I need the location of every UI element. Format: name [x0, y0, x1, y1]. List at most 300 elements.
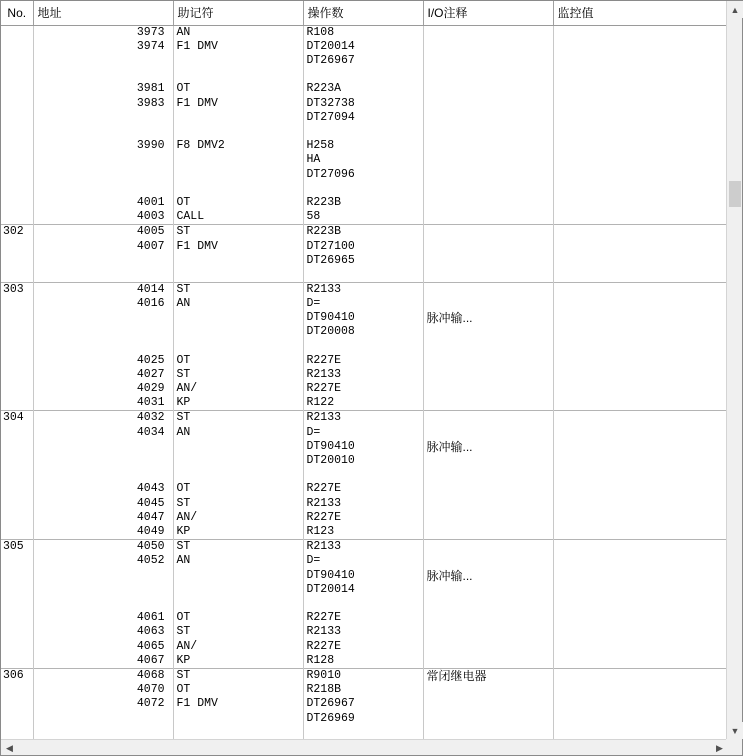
row-cell-io-comment — [423, 583, 553, 597]
column-header-no[interactable]: No. — [1, 1, 33, 25]
row-cell-monitor-value — [553, 68, 728, 82]
row-cell-address: 4061 — [33, 611, 173, 625]
row-cell-operand: R223B — [303, 225, 423, 240]
row-cell-address: 4031 — [33, 396, 173, 411]
row-cell-mnemonic: F1 DMV — [173, 240, 303, 254]
row-cell-mnemonic: AN — [173, 554, 303, 568]
table-row[interactable] — [1, 411, 728, 426]
row-cell-io-comment — [423, 454, 553, 468]
row-cell-no — [1, 468, 33, 482]
row-cell-monitor-value — [553, 482, 728, 496]
row-cell-no — [1, 382, 33, 396]
row-cell-mnemonic — [173, 726, 303, 740]
row-cell-no — [1, 368, 33, 382]
row-cell-monitor-value — [553, 525, 728, 540]
table-row[interactable] — [1, 54, 728, 68]
row-cell-mnemonic: OT — [173, 82, 303, 96]
row-cell-mnemonic: KP — [173, 525, 303, 540]
row-cell-mnemonic: F1 DMV — [173, 40, 303, 54]
row-cell-address: 3974 — [33, 40, 173, 54]
row-cell-address: 4034 — [33, 426, 173, 440]
row-cell-mnemonic — [173, 268, 303, 282]
vertical-scrollbar[interactable] — [726, 1, 742, 739]
vertical-scrollbar-thumb[interactable] — [729, 181, 741, 207]
row-cell-io-comment — [423, 712, 553, 726]
row-cell-io-comment — [423, 640, 553, 654]
row-cell-address — [33, 168, 173, 182]
row-cell-operand: DT20014 — [303, 583, 423, 597]
row-cell-monitor-value — [553, 339, 728, 353]
row-cell-mnemonic: ST — [173, 411, 303, 426]
horizontal-scrollbar-thumb[interactable] — [19, 742, 709, 754]
table-row[interactable] — [1, 525, 728, 540]
header-row — [1, 1, 728, 25]
row-cell-io-comment — [423, 697, 553, 711]
row-cell-address: 4032 — [33, 411, 173, 426]
table-row[interactable] — [1, 368, 728, 382]
row-cell-monitor-value — [553, 225, 728, 240]
row-cell-monitor-value — [553, 268, 728, 282]
table-row[interactable] — [1, 625, 728, 639]
row-cell-operand: R108 — [303, 25, 423, 40]
row-cell-mnemonic: ST — [173, 669, 303, 684]
table-row[interactable] — [1, 396, 728, 411]
row-cell-address — [33, 54, 173, 68]
row-cell-mnemonic — [173, 68, 303, 82]
row-cell-io-comment — [423, 210, 553, 225]
table-row[interactable] — [1, 511, 728, 525]
row-cell-address: 4072 — [33, 697, 173, 711]
row-cell-monitor-value — [553, 153, 728, 167]
row-cell-no — [1, 111, 33, 125]
column-header-io-comment[interactable]: I/O注释 — [423, 1, 553, 25]
row-cell-no — [1, 311, 33, 325]
row-cell-operand — [303, 597, 423, 611]
row-cell-monitor-value — [553, 426, 728, 440]
row-cell-no: 302 — [1, 225, 33, 240]
row-cell-no — [1, 396, 33, 411]
row-cell-monitor-value — [553, 254, 728, 268]
column-header-operand[interactable]: 操作数 — [303, 1, 423, 25]
row-cell-no: 306 — [1, 669, 33, 684]
table-row[interactable] — [1, 225, 728, 240]
row-cell-address — [33, 712, 173, 726]
row-cell-mnemonic — [173, 440, 303, 454]
row-cell-mnemonic: ST — [173, 282, 303, 297]
row-cell-mnemonic — [173, 54, 303, 68]
row-cell-mnemonic: OT — [173, 683, 303, 697]
row-cell-io-comment — [423, 625, 553, 639]
row-cell-io-comment: 脉冲输... — [423, 569, 553, 583]
row-cell-mnemonic — [173, 339, 303, 353]
table-row[interactable] — [1, 726, 728, 740]
row-cell-monitor-value — [553, 282, 728, 297]
row-cell-no — [1, 54, 33, 68]
table-row[interactable] — [1, 540, 728, 555]
row-cell-no — [1, 82, 33, 96]
row-cell-address: 4047 — [33, 511, 173, 525]
row-cell-io-comment — [423, 354, 553, 368]
table-row[interactable] — [1, 468, 728, 482]
row-cell-io-comment — [423, 196, 553, 210]
table-row[interactable] — [1, 240, 728, 254]
table-row[interactable] — [1, 497, 728, 511]
table-row[interactable] — [1, 440, 728, 454]
row-cell-monitor-value — [553, 726, 728, 740]
row-cell-monitor-value — [553, 40, 728, 54]
row-cell-no — [1, 482, 33, 496]
row-cell-address — [33, 268, 173, 282]
row-cell-io-comment — [423, 426, 553, 440]
row-cell-no — [1, 240, 33, 254]
table-row[interactable] — [1, 454, 728, 468]
row-cell-operand: R227E — [303, 354, 423, 368]
row-cell-operand: R227E — [303, 482, 423, 496]
row-cell-monitor-value — [553, 411, 728, 426]
row-cell-no — [1, 68, 33, 82]
row-cell-mnemonic — [173, 168, 303, 182]
row-cell-monitor-value — [553, 25, 728, 40]
row-cell-mnemonic — [173, 583, 303, 597]
row-cell-operand: DT20008 — [303, 325, 423, 339]
row-cell-io-comment — [423, 525, 553, 540]
row-cell-io-comment — [423, 182, 553, 196]
row-cell-address — [33, 454, 173, 468]
row-cell-mnemonic: ST — [173, 625, 303, 639]
scroll-right-arrow-icon[interactable]: ▶ — [716, 742, 723, 753]
row-cell-monitor-value — [553, 669, 728, 684]
row-cell-no: 305 — [1, 540, 33, 555]
table-row[interactable] — [1, 254, 728, 268]
row-cell-no — [1, 611, 33, 625]
row-cell-mnemonic: ST — [173, 225, 303, 240]
row-cell-monitor-value — [553, 712, 728, 726]
row-cell-mnemonic: OT — [173, 611, 303, 625]
row-cell-mnemonic: AN/ — [173, 511, 303, 525]
row-cell-operand: R128 — [303, 654, 423, 669]
table-row[interactable] — [1, 210, 728, 225]
row-cell-io-comment — [423, 25, 553, 40]
row-cell-io-comment — [423, 240, 553, 254]
row-cell-operand: DT26967 — [303, 54, 423, 68]
row-cell-io-comment — [423, 97, 553, 111]
row-cell-address: 4027 — [33, 368, 173, 382]
row-cell-address — [33, 153, 173, 167]
row-cell-io-comment — [423, 497, 553, 511]
table-row[interactable] — [1, 297, 728, 311]
row-cell-io-comment: 脉冲输... — [423, 311, 553, 325]
column-header-monitor-value[interactable]: 监控值 — [553, 1, 728, 25]
row-cell-no — [1, 511, 33, 525]
table-row[interactable] — [1, 654, 728, 669]
table-row[interactable] — [1, 282, 728, 297]
row-cell-address — [33, 125, 173, 139]
row-cell-monitor-value — [553, 468, 728, 482]
row-cell-monitor-value — [553, 368, 728, 382]
row-cell-no — [1, 125, 33, 139]
horizontal-scrollbar[interactable] — [1, 739, 728, 755]
table-row[interactable] — [1, 554, 728, 568]
row-cell-io-comment — [423, 325, 553, 339]
row-cell-io-comment — [423, 68, 553, 82]
row-cell-no — [1, 153, 33, 167]
row-cell-address: 4001 — [33, 196, 173, 210]
row-cell-no — [1, 454, 33, 468]
row-cell-address — [33, 468, 173, 482]
row-cell-address: 4016 — [33, 297, 173, 311]
column-header-address[interactable]: 地址 — [33, 1, 173, 25]
row-cell-no — [1, 196, 33, 210]
row-cell-address — [33, 254, 173, 268]
row-cell-operand: D= — [303, 554, 423, 568]
row-cell-monitor-value — [553, 454, 728, 468]
row-cell-no — [1, 354, 33, 368]
scroll-up-arrow-icon[interactable]: ▲ — [727, 1, 743, 18]
row-cell-operand — [303, 182, 423, 196]
row-cell-operand: DT27094 — [303, 111, 423, 125]
table-row[interactable] — [1, 339, 728, 353]
row-cell-address: 4005 — [33, 225, 173, 240]
row-cell-address — [33, 583, 173, 597]
row-cell-address: 4049 — [33, 525, 173, 540]
row-cell-no — [1, 40, 33, 54]
table-row[interactable] — [1, 139, 728, 153]
row-cell-address — [33, 311, 173, 325]
row-cell-io-comment — [423, 368, 553, 382]
row-cell-operand: R227E — [303, 382, 423, 396]
row-cell-address: 4007 — [33, 240, 173, 254]
row-cell-address: 4065 — [33, 640, 173, 654]
row-cell-monitor-value — [553, 640, 728, 654]
row-cell-address — [33, 182, 173, 196]
row-cell-address: 4014 — [33, 282, 173, 297]
table-row[interactable] — [1, 182, 728, 196]
row-cell-operand: DT90410 — [303, 311, 423, 325]
row-cell-io-comment — [423, 282, 553, 297]
row-cell-operand: DT90410 — [303, 440, 423, 454]
row-cell-address: 4025 — [33, 354, 173, 368]
row-cell-address: 3981 — [33, 82, 173, 96]
row-cell-mnemonic — [173, 597, 303, 611]
row-cell-operand: R122 — [303, 396, 423, 411]
table-row[interactable] — [1, 196, 728, 210]
row-cell-io-comment — [423, 111, 553, 125]
row-cell-operand: DT26969 — [303, 712, 423, 726]
row-cell-no — [1, 182, 33, 196]
row-cell-mnemonic: ST — [173, 368, 303, 382]
row-cell-address: 4067 — [33, 654, 173, 669]
row-cell-no — [1, 297, 33, 311]
row-cell-io-comment — [423, 597, 553, 611]
row-cell-operand: DT20014 — [303, 40, 423, 54]
row-cell-monitor-value — [553, 196, 728, 210]
table-row[interactable] — [1, 153, 728, 167]
row-cell-operand: R2133 — [303, 411, 423, 426]
row-cell-mnemonic: AN — [173, 25, 303, 40]
table-row[interactable] — [1, 669, 728, 684]
row-cell-io-comment — [423, 268, 553, 282]
scroll-down-arrow-icon[interactable]: ▼ — [727, 722, 743, 739]
row-cell-address: 4050 — [33, 540, 173, 555]
row-cell-operand — [303, 268, 423, 282]
row-cell-operand: R2133 — [303, 540, 423, 555]
row-cell-mnemonic: KP — [173, 396, 303, 411]
row-cell-mnemonic: ST — [173, 497, 303, 511]
row-cell-operand: R2133 — [303, 368, 423, 382]
row-cell-no — [1, 625, 33, 639]
row-cell-io-comment — [423, 153, 553, 167]
row-cell-no — [1, 712, 33, 726]
row-cell-no: 303 — [1, 282, 33, 297]
row-cell-no — [1, 268, 33, 282]
scrollbar-corner — [726, 739, 742, 755]
row-cell-operand — [303, 468, 423, 482]
row-cell-operand — [303, 726, 423, 740]
row-cell-monitor-value — [553, 697, 728, 711]
row-cell-address — [33, 569, 173, 583]
row-cell-io-comment: 常闭继电器 — [423, 669, 553, 684]
row-cell-operand: DT90410 — [303, 569, 423, 583]
row-cell-io-comment — [423, 54, 553, 68]
row-cell-operand: D= — [303, 297, 423, 311]
row-cell-no — [1, 554, 33, 568]
table-row[interactable] — [1, 125, 728, 139]
row-cell-mnemonic: AN/ — [173, 382, 303, 396]
table-row[interactable] — [1, 712, 728, 726]
table-row[interactable] — [1, 583, 728, 597]
row-cell-no — [1, 254, 33, 268]
row-cell-io-comment — [423, 683, 553, 697]
row-cell-monitor-value — [553, 297, 728, 311]
row-cell-operand: R223A — [303, 82, 423, 96]
row-cell-address: 3983 — [33, 97, 173, 111]
table-row[interactable] — [1, 82, 728, 96]
table-row[interactable] — [1, 697, 728, 711]
row-cell-monitor-value — [553, 396, 728, 411]
row-cell-mnemonic — [173, 468, 303, 482]
row-cell-address — [33, 325, 173, 339]
row-cell-monitor-value — [553, 654, 728, 669]
row-cell-mnemonic: CALL — [173, 210, 303, 225]
table-row[interactable] — [1, 97, 728, 111]
row-cell-io-comment — [423, 654, 553, 669]
row-cell-operand: H258 — [303, 139, 423, 153]
row-cell-operand: DT32738 — [303, 97, 423, 111]
row-cell-no — [1, 640, 33, 654]
row-cell-mnemonic — [173, 182, 303, 196]
table-row[interactable] — [1, 569, 728, 583]
row-cell-monitor-value — [553, 540, 728, 555]
row-cell-monitor-value — [553, 569, 728, 583]
row-cell-operand: R2133 — [303, 497, 423, 511]
row-cell-mnemonic: F1 DMV — [173, 97, 303, 111]
row-cell-monitor-value — [553, 583, 728, 597]
row-cell-mnemonic: OT — [173, 354, 303, 368]
table-row[interactable] — [1, 168, 728, 182]
row-cell-monitor-value — [553, 611, 728, 625]
row-cell-operand: R227E — [303, 611, 423, 625]
instruction-grid-viewport[interactable] — [1, 1, 728, 739]
row-cell-io-comment — [423, 611, 553, 625]
table-row[interactable] — [1, 111, 728, 125]
row-cell-mnemonic — [173, 325, 303, 339]
row-cell-operand: R2133 — [303, 282, 423, 297]
row-cell-operand: R223B — [303, 196, 423, 210]
row-cell-mnemonic — [173, 153, 303, 167]
row-cell-mnemonic — [173, 712, 303, 726]
row-cell-operand: DT27096 — [303, 168, 423, 182]
row-cell-no — [1, 697, 33, 711]
row-cell-monitor-value — [553, 497, 728, 511]
row-cell-monitor-value — [553, 325, 728, 339]
row-cell-monitor-value — [553, 311, 728, 325]
row-cell-address: 4029 — [33, 382, 173, 396]
row-cell-no — [1, 25, 33, 40]
row-cell-no — [1, 325, 33, 339]
row-cell-mnemonic — [173, 125, 303, 139]
row-cell-mnemonic: KP — [173, 654, 303, 669]
table-row[interactable] — [1, 354, 728, 368]
column-header-mnemonic[interactable]: 助记符 — [173, 1, 303, 25]
table-row[interactable] — [1, 597, 728, 611]
row-cell-no — [1, 97, 33, 111]
row-cell-io-comment — [423, 297, 553, 311]
row-cell-monitor-value — [553, 382, 728, 396]
row-cell-monitor-value — [553, 139, 728, 153]
row-cell-monitor-value — [553, 97, 728, 111]
table-header — [1, 1, 728, 25]
row-cell-io-comment — [423, 396, 553, 411]
row-cell-address: 4070 — [33, 683, 173, 697]
row-cell-address — [33, 111, 173, 125]
row-cell-address: 4045 — [33, 497, 173, 511]
table-row[interactable] — [1, 325, 728, 339]
table-row[interactable] — [1, 482, 728, 496]
row-cell-monitor-value — [553, 82, 728, 96]
table-row[interactable] — [1, 382, 728, 396]
row-cell-io-comment — [423, 254, 553, 268]
row-cell-operand: R227E — [303, 511, 423, 525]
row-cell-address: 4043 — [33, 482, 173, 496]
row-cell-monitor-value — [553, 354, 728, 368]
table-row[interactable] — [1, 25, 728, 40]
table-row[interactable] — [1, 40, 728, 54]
row-cell-operand: DT20010 — [303, 454, 423, 468]
table-row[interactable] — [1, 683, 728, 697]
row-cell-mnemonic: OT — [173, 196, 303, 210]
table-row[interactable] — [1, 268, 728, 282]
table-row[interactable] — [1, 640, 728, 654]
scroll-left-arrow-icon[interactable]: ◀ — [6, 742, 13, 753]
row-cell-mnemonic: F8 DMV2 — [173, 139, 303, 153]
table-row[interactable] — [1, 68, 728, 82]
row-cell-mnemonic — [173, 311, 303, 325]
row-cell-address: 3990 — [33, 139, 173, 153]
row-cell-io-comment — [423, 139, 553, 153]
row-cell-operand: R9010 — [303, 669, 423, 684]
row-cell-no — [1, 497, 33, 511]
table-row[interactable] — [1, 311, 728, 325]
table-row[interactable] — [1, 426, 728, 440]
table-row[interactable] — [1, 611, 728, 625]
row-cell-monitor-value — [553, 54, 728, 68]
row-cell-no — [1, 139, 33, 153]
row-cell-no: 304 — [1, 411, 33, 426]
row-cell-no — [1, 440, 33, 454]
row-cell-io-comment — [423, 339, 553, 353]
row-cell-mnemonic: ST — [173, 540, 303, 555]
row-cell-mnemonic — [173, 254, 303, 268]
